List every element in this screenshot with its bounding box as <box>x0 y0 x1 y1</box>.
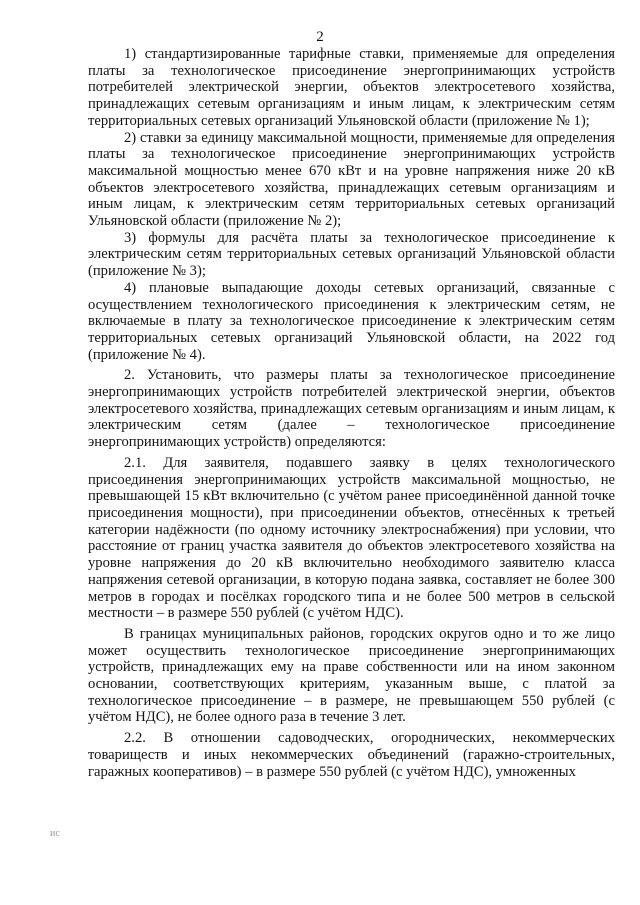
margin-note: ис <box>50 828 60 839</box>
paragraph-clause-2-1: 2.1. Для заявителя, подавшего заявку в целях технологического присоединения энергопринимающих устройств максимальной мощностью, не превышающей 15 кВт включительно (с учётом ранее присоединённой данной точке присоединения мощности), при присоединении объектов, отнесённых к третьей категории надёжности (по одному источнику электроснабжения) при условии, что расстояние от границ участка заявителя до объектов электросетевого хозяйства на уровне напряжения до 20 кВ включительно необходимого заявителю класса напряжения сетевой организации, в которую подана заявка, составляет не более 300 метров в городах и посёлках городского типа и не более 500 метров в сельской местности – в размере 550 рублей (с учётом НДС). <box>88 454 615 622</box>
paragraph-item-3: 3) формулы для расчёта платы за технологическое присоединение к электрическим сетям территориальных сетевых организаций Ульяновской области (приложение № 3); <box>88 229 615 280</box>
paragraph-clause-2-2: 2.2. В отношении садоводческих, огороднических, некоммерческих товариществ и иных некоммерческих объединений (гаражно-строительных, гаражных кооперативов) – в размере 550 рублей (с учётом НДС), умноженных <box>88 730 615 780</box>
paragraph-clause-2: 2. Установить, что размеры платы за технологическое присоединение энергопринимающих устройств потребителей электрической энергии, объектов электросетевого хозяйства, принадлежащих сетевым организациям и иным лицам, к электрическим сетям (далее – технологическое присоединение энергопринимающих устройств) определяются: <box>88 367 615 451</box>
paragraph-item-4: 4) плановые выпадающие доходы сетевых организаций, связанные с осуществлением технологического присоединения к электрическим сетям, не включаемые в плату за технологическое присоединение к электрическим сетям территориальных сетевых организаций Ульяновской области, на 2022 год (приложение № 4). <box>88 279 615 363</box>
paragraph-municipal-limit: В границах муниципальных районов, городских округов одно и то же лицо может осуществить технологическое присоединение энергопринимающих устройств, принадлежащих ему на праве собственности или на ином законном основании, соответствующих критериям, указанным выше, с платой за технологическое присоединение – в размере, не превышающем 550 рублей (с учётом НДС), не более одного раза в течение 3 лет. <box>88 625 615 726</box>
paragraph-item-2: 2) ставки за единицу максимальной мощности, применяемые для определения платы за технологическое присоединение энергопринимающих устройств максимальной мощностью менее 670 кВт и на уровне напряжения ниже 20 кВ объектов электросетевого хозяйства, принадлежащих сетевым организациям и иным лицам, к электрическим сетям территориальных сетевых организаций Ульяновской области (приложение № 2); <box>88 129 615 230</box>
page-number: 2 <box>316 29 324 45</box>
paragraph-item-1: 1) стандартизированные тарифные ставки, применяемые для определения платы за технологическое присоединение энергопринимающих устройств потребителей электрической энергии, объектов электросетевого хозяйства, принадлежащих сетевым организациям и иным лицам, к электрическим сетям территориальных сетевых организаций Ульяновской области (приложение № 1); <box>88 46 615 129</box>
document-body <box>88 46 615 780</box>
